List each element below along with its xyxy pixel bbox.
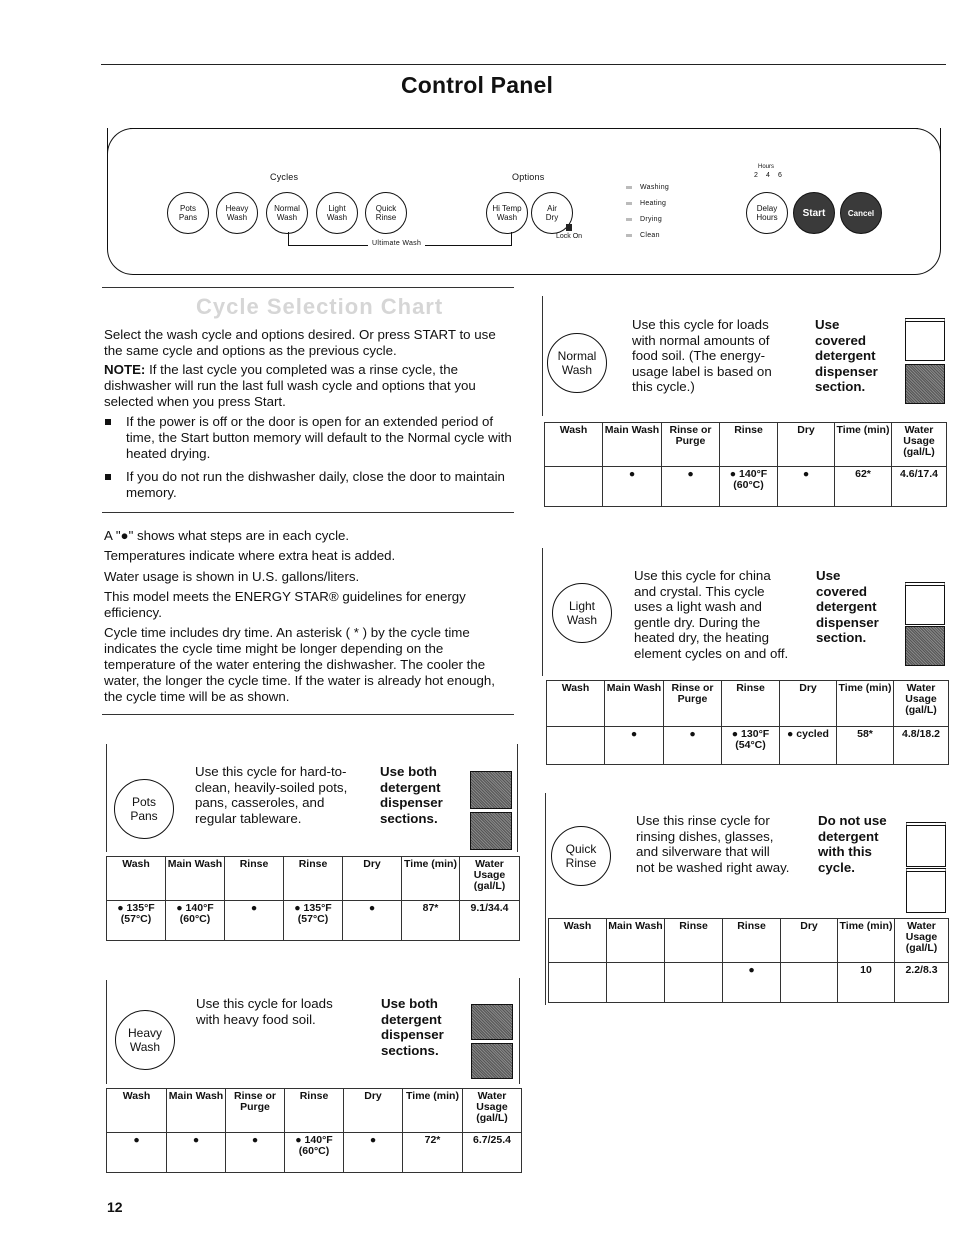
dispenser-filled-icon bbox=[905, 626, 945, 666]
heavy-wash-detergent-note: Use both detergent dispenser sections. bbox=[381, 996, 444, 1058]
ultimate-wash-label: Ultimate Wash bbox=[368, 240, 425, 247]
legend-line: This model meets the ENERGY STAR® guidelines for energy efficiency. bbox=[104, 589, 466, 620]
start-button[interactable]: Start bbox=[793, 192, 835, 234]
dispenser-covered-icon bbox=[906, 868, 946, 913]
normal-wash-description: Use this cycle for loads with normal amounts of food soil. (The energy- usage label is based on this cycle.) bbox=[632, 317, 772, 394]
hours-4: 4 bbox=[766, 172, 770, 179]
normal-wash-detergent-note: Use covered detergent dispenser section. bbox=[815, 317, 878, 394]
drying-indicator: Drying bbox=[640, 216, 663, 223]
pots-pans-button[interactable]: Pots Pans bbox=[167, 192, 209, 234]
heading-rule bbox=[102, 287, 514, 288]
hours-2: 2 bbox=[754, 172, 758, 179]
pots-pans-description: Use this cycle for hard-to- clean, heavily-soiled pots, pans, casseroles, and regular tableware. bbox=[195, 764, 348, 826]
light-wash-detergent-note: Use covered detergent dispenser section. bbox=[816, 568, 879, 645]
note-text: If the last cycle you completed was a rinse cycle, the dishwasher will run the last full wash cycle and options that you selected when you press Start. bbox=[104, 362, 476, 409]
pots-pans-detergent-note: Use both detergent dispenser sections. bbox=[380, 764, 443, 826]
dispenser-filled-icon bbox=[471, 1043, 513, 1079]
normal-wash-table: Wash Main Wash Rinse or Purge Rinse Dry Time (min) Water Usage (gal/L) ● ● ● 140°F (60°C) ● 62* 4.6/17.4 bbox=[544, 422, 947, 507]
dispenser-filled-icon bbox=[905, 364, 945, 404]
intro-bottom-rule bbox=[102, 512, 514, 513]
washing-indicator: Washing bbox=[640, 184, 670, 191]
cycles-label: Cycles bbox=[270, 172, 299, 182]
note-label: NOTE: bbox=[104, 362, 146, 377]
light-wash-button[interactable]: Light Wash bbox=[316, 192, 358, 234]
intro-paragraph: Select the wash cycle and options desired. Or press START to use the same cycle and options as the previous cycle. bbox=[104, 327, 496, 358]
bullet-marker bbox=[105, 419, 111, 425]
dispenser-covered-icon bbox=[905, 318, 945, 361]
bullet-item: If you do not run the dishwasher daily, close the door to maintain memory. bbox=[126, 469, 505, 500]
pots-pans-cycle-icon: Pots Pans bbox=[114, 779, 174, 839]
light-wash-cycle-icon: Light Wash bbox=[552, 583, 612, 643]
heavy-wash-button[interactable]: Heavy Wash bbox=[216, 192, 258, 234]
light-wash-table: Wash Main Wash Rinse or Purge Rinse Dry Time (min) Water Usage (gal/L) ● ● ● 130°F (54°C) ● cycled 58* 4.8/18.2 bbox=[546, 680, 949, 765]
dispenser-filled-icon bbox=[471, 1004, 513, 1040]
light-wash-description: Use this cycle for china and crystal. This cycle uses a light wash and gentle dry. During the heated dry, the heating element cycles on and off. bbox=[634, 568, 789, 661]
options-label: Options bbox=[512, 172, 545, 182]
top-rule bbox=[101, 64, 946, 65]
heavy-wash-cycle-icon: Heavy Wash bbox=[115, 1010, 175, 1070]
quick-rinse-button[interactable]: Quick Rinse bbox=[365, 192, 407, 234]
delay-hours-button[interactable]: Delay Hours bbox=[746, 192, 788, 234]
air-dry-button[interactable]: Air Dry bbox=[531, 192, 573, 234]
dispenser-filled-icon bbox=[470, 812, 512, 850]
hi-temp-wash-button[interactable]: Hi Temp Wash bbox=[486, 192, 528, 234]
dispenser-filled-icon bbox=[470, 771, 512, 809]
quick-rinse-cycle-icon: Quick Rinse bbox=[551, 826, 611, 886]
hours-label: Hours bbox=[758, 164, 775, 170]
cancel-button[interactable]: Cancel bbox=[840, 192, 882, 234]
bullet-marker bbox=[105, 474, 111, 480]
legend-line: Water usage is shown in U.S. gallons/liters. bbox=[104, 569, 360, 584]
normal-wash-cycle-icon: Normal Wash bbox=[547, 333, 607, 393]
quick-rinse-description: Use this rinse cycle for rinsing dishes, glasses, and silverware that will not be washed right away. bbox=[636, 813, 790, 875]
legend-line: Cycle time includes dry time. An asterisk ( * ) by the cycle time indicates the cycle time might be longer depending on the temperature of the water entering the dishwasher. The cooler the water, the longer the cycle time. If the water is already hot enough, the cycle time will be as shown. bbox=[104, 625, 495, 704]
quick-rinse-detergent-note: Do not use detergent with this cycle. bbox=[818, 813, 887, 875]
quick-rinse-table: Wash Main Wash Rinse Rinse Dry Time (min) Water Usage (gal/L) ● 10 2.2/8.3 bbox=[548, 918, 949, 1003]
lock-icon bbox=[566, 224, 572, 231]
legend-line: A "●" shows what steps are in each cycle. bbox=[104, 528, 350, 543]
bullet-item: If the power is off or the door is open for an extended period of time, the Start button memory will default to the Normal cycle with heated drying. bbox=[126, 414, 512, 461]
clean-indicator: Clean bbox=[640, 232, 660, 239]
dispenser-covered-icon bbox=[906, 822, 946, 867]
page-number: 12 bbox=[107, 1199, 123, 1215]
note-paragraph bbox=[104, 362, 516, 410]
heating-indicator: Heating bbox=[640, 200, 667, 207]
hours-6: 6 bbox=[778, 172, 782, 179]
indicator-lights bbox=[626, 186, 632, 238]
page-title: Control Panel bbox=[400, 72, 554, 98]
legend-bottom-rule bbox=[102, 714, 514, 715]
faded-section-heading: Cycle Selection Chart bbox=[196, 294, 444, 319]
legend-line: Temperatures indicate where extra heat is added. bbox=[104, 548, 396, 563]
heavy-wash-description: Use this cycle for loads with heavy food soil. bbox=[196, 996, 333, 1027]
dispenser-covered-icon bbox=[905, 582, 945, 625]
normal-wash-button[interactable]: Normal Wash bbox=[266, 192, 308, 234]
lock-on-label: Lock On bbox=[556, 233, 583, 240]
pots-pans-table: Wash Main Wash Rinse Rinse Dry Time (min) Water Usage (gal/L) ● 135°F (57°C) ● 140°F (60°C) ● ● 135°F (57°C) ● 87* 9.1/34.4 bbox=[106, 856, 520, 941]
heavy-wash-table: Wash Main Wash Rinse or Purge Rinse Dry Time (min) Water Usage (gal/L) ● ● ● ● 140°F (60°C) ● 72* 6.7/25.4 bbox=[106, 1088, 522, 1173]
